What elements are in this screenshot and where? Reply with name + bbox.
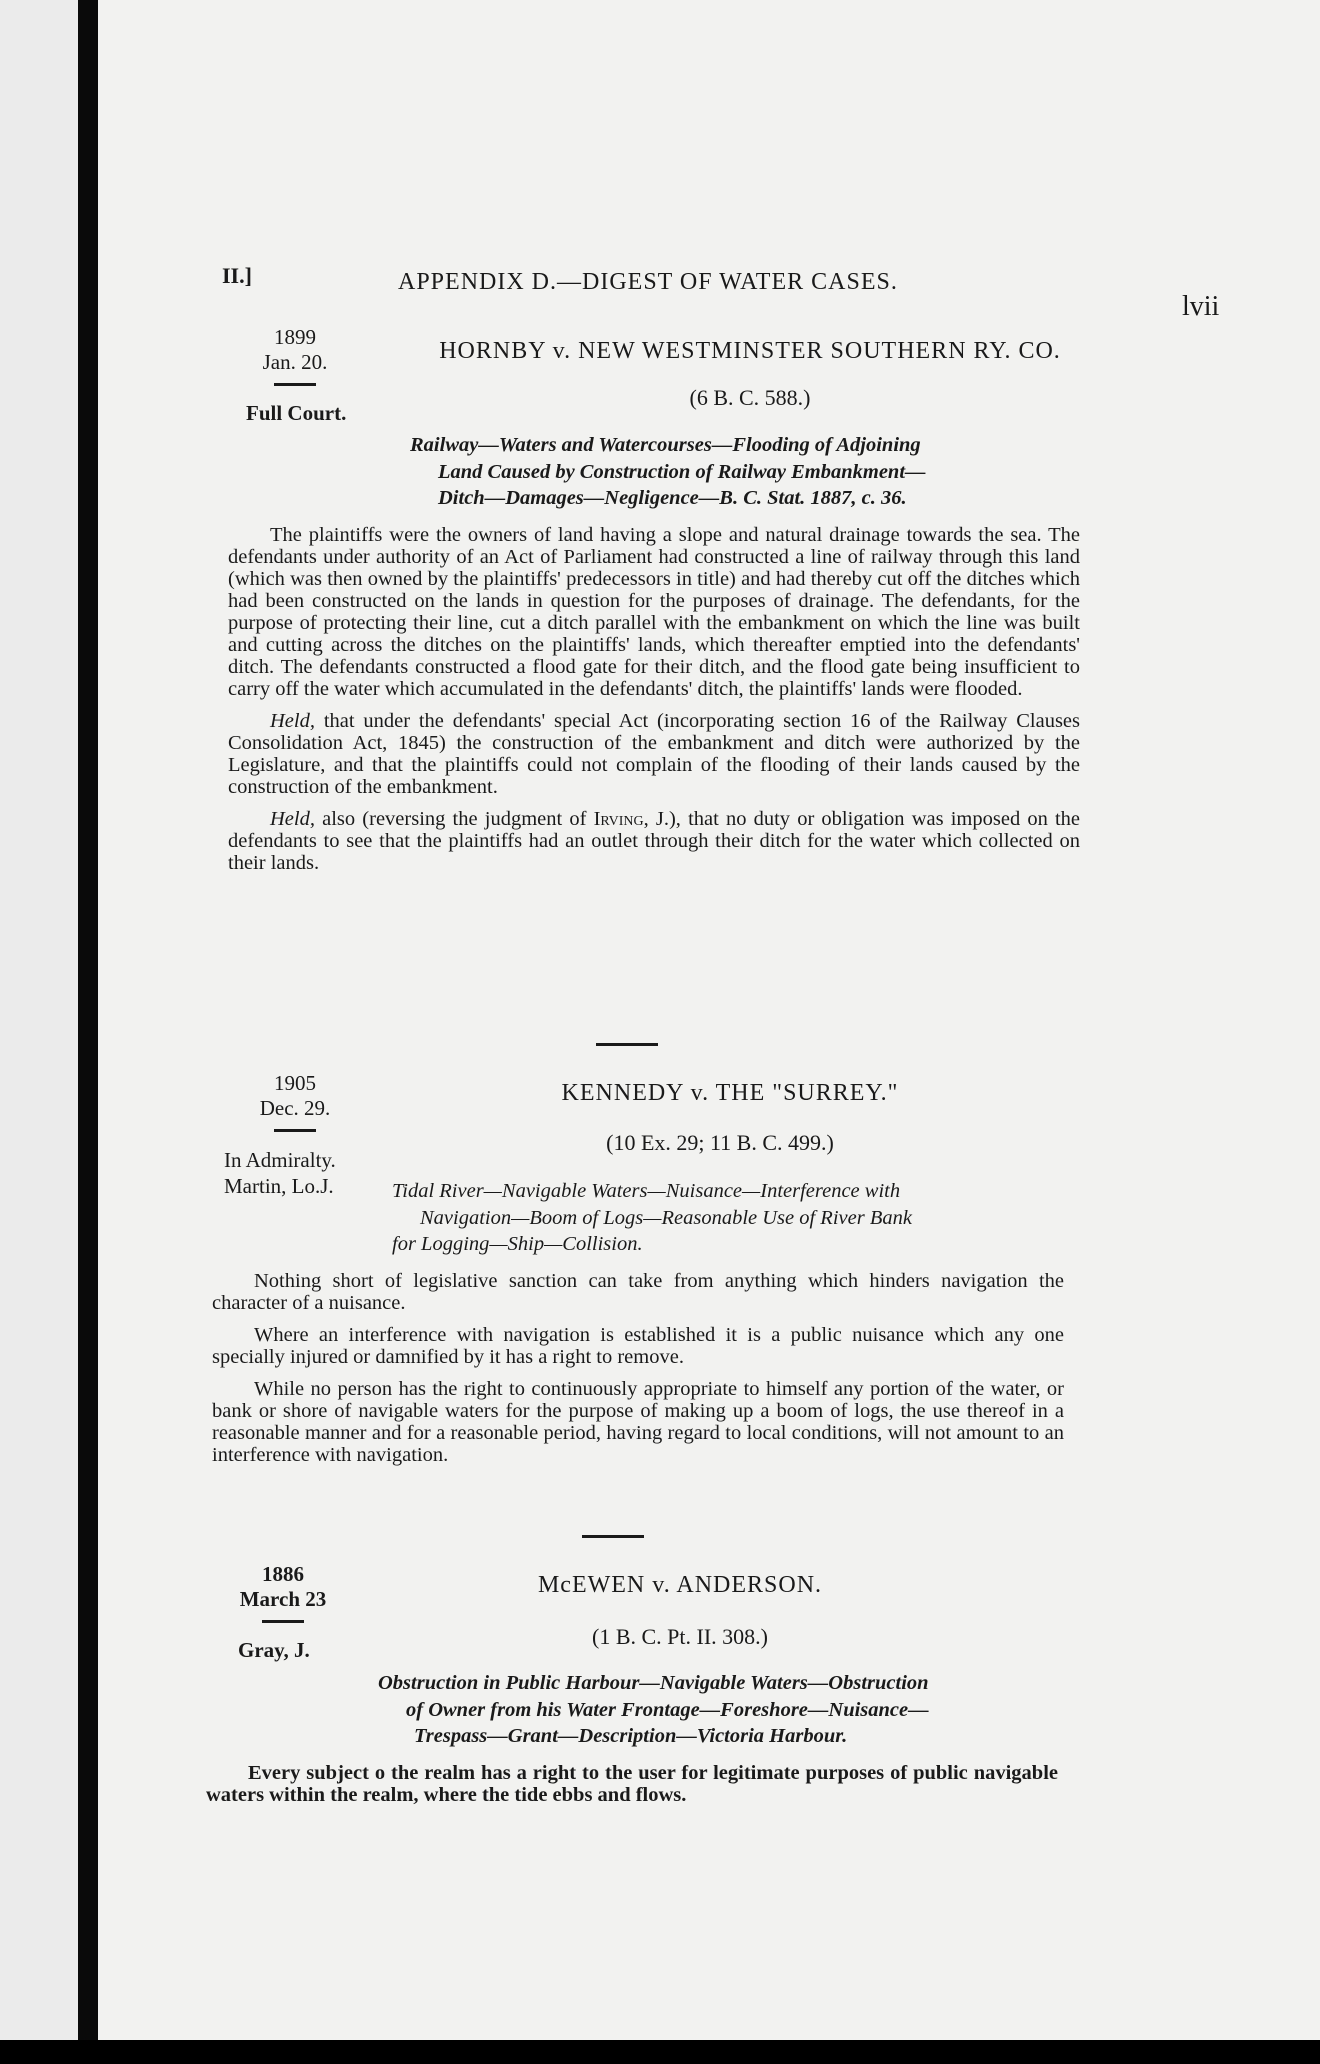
case-citation: (6 B. C. 588.): [689, 385, 811, 410]
case-date: Dec. 29.: [259, 1096, 331, 1121]
case-date-block: [228, 1562, 338, 1629]
case-title: KENNEDY v. THE "SURREY.": [561, 1080, 899, 1106]
held-text: ), that no duty or obligation was imposed on the defendants to see that the plaintiffs had an outlet through their ditch for the water which collected on their lands.: [228, 808, 1081, 874]
case-citation: (10 Ex. 29; 11 B. C. 499.): [606, 1130, 834, 1155]
headnote-paragraph: The plaintiffs were the owners of land having a slope and natural drainage towards the sea. The defendants under authority of an Act of Parliament had constructed a line of railway through this land (which was then owned by the plaintiffs' predecessors in title) and had thereby cut off the ditches which had been constructed on the lands in question for the purposes of drainage. The defendants, for the purpose of protecting their line, cut a ditch parallel with the embankment on which the line was built and cutting across the ditches on the plaintiffs' lands, which thereafter emptied into the defendants' ditch. The defendants constructed a flood gate for their ditch, and the flood gate being insufficient to carry off the water which accumulated in the defendants' ditch, the plaintiffs' lands were flooded.: [228, 524, 1080, 700]
catchwords-line: for Logging—Ship—Collision.: [392, 1233, 643, 1256]
catchwords-line: Ditch—Damages—Negligence—B. C. Stat. 1887, c. 36.: [438, 487, 907, 510]
divider-dash: [274, 383, 316, 386]
headnote-paragraph: While no person has the right to continuously appropriate to himself any portion of the water, or bank or shore of navigable waters for the purpose of making up a boom of logs, the use thereof in a reasonable manner and for a reasonable period, having regard to local conditions, will not amount to an interference with navigation.: [212, 1378, 1064, 1466]
section-rule: [596, 1043, 658, 1046]
page-number: lvii: [1182, 291, 1220, 322]
catchwords-line: Navigation—Boom of Logs—Reasonable Use of River Bank: [420, 1206, 912, 1229]
case-date-block: [255, 325, 335, 392]
book-gutter: [78, 0, 98, 2064]
catchwords: [378, 1670, 1058, 1750]
court-label: Gray, J.: [238, 1638, 310, 1662]
catchwords-line: Trespass—Grant—Description—Victoria Harbour.: [414, 1725, 848, 1748]
catchwords-line: Obstruction in Public Harbour—Navigable Waters—Obstruction: [378, 1672, 929, 1694]
judge-name: Irving, J.: [593, 808, 669, 830]
held-paragraph: [228, 710, 1080, 798]
header-title: APPENDIX D.—DIGEST OF WATER CASES.: [398, 269, 898, 295]
case-year: 1899: [274, 325, 316, 349]
held-paragraph: [228, 808, 1080, 874]
headnote-paragraph: Where an interference with navigation is established it is a public nuisance which any one specially injured or damnified by it has a right to remove.: [212, 1324, 1064, 1368]
catchwords-line: Railway—Waters and Watercourses—Flooding of Adjoining: [410, 434, 921, 456]
case-body: [228, 524, 1080, 884]
case-year: 1905: [274, 1071, 316, 1095]
catchwords-line: Tidal River—Navigable Waters—Nuisance—Interference with: [392, 1180, 901, 1202]
header-part: II.]: [222, 263, 252, 288]
headnote-paragraph: Nothing short of legislative sanction can take from anything which hinders navigation the character of a nuisance.: [212, 1270, 1064, 1314]
court-line: Martin, Lo.J.: [224, 1174, 334, 1199]
section-rule: [582, 1535, 644, 1538]
court-line: In Admiralty.: [224, 1148, 336, 1172]
case-date: Jan. 20.: [262, 350, 328, 375]
case-citation: (1 B. C. Pt. II. 308.): [592, 1624, 768, 1649]
held-label: Held,: [270, 710, 315, 732]
facing-page-edge: [0, 0, 78, 2040]
catchwords-line: of Owner from his Water Frontage—Foreshore—Nuisance—: [406, 1698, 929, 1721]
court-label: Full Court.: [246, 401, 347, 425]
scan-border: [0, 2040, 1320, 2064]
case-title: HORNBY v. NEW WESTMINSTER SOUTHERN RY. CO.: [439, 338, 1061, 364]
case-date-block: [250, 1071, 340, 1138]
catchwords-line: Land Caused by Construction of Railway Embankment—: [438, 460, 926, 483]
catchwords: [392, 1178, 1072, 1258]
divider-dash: [262, 1620, 304, 1623]
court-label: [224, 1147, 336, 1200]
case-body: [206, 1762, 1058, 1816]
held-text: that under the defendants' special Act (incorporating section 16 of the Railway Clauses Consolidation Act, 1845) the construction of the embankment and ditch were authorized by the Legislature, and that the plaintiffs could not complain of the flooding of their lands caused by the construction of the embankment.: [228, 710, 1081, 798]
case-date: March 23: [239, 1587, 327, 1612]
case-title: McEWEN v. ANDERSON.: [537, 1572, 823, 1598]
held-label: Held,: [270, 808, 315, 830]
catchwords: [410, 432, 1090, 512]
divider-dash: [274, 1129, 316, 1132]
case-year: 1886: [262, 1562, 304, 1586]
headnote-paragraph: Every subject o the realm has a right to the user for legitimate purposes of public navigable waters within the realm, where the tide ebbs and flows.: [206, 1762, 1058, 1806]
held-text: also (reversing the judgment of: [322, 808, 587, 830]
case-body: [212, 1270, 1064, 1476]
